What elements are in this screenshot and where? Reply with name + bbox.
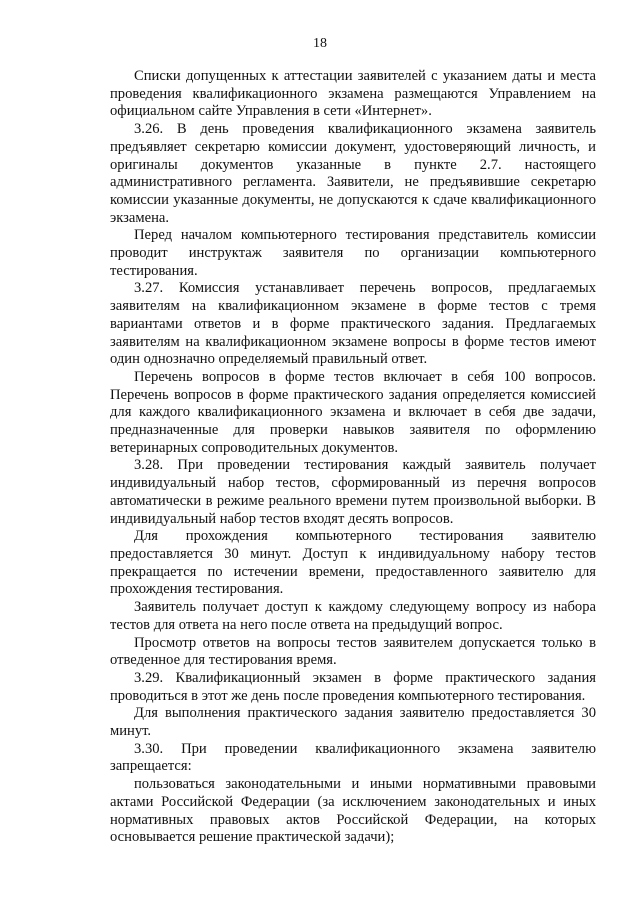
paragraph-3-26: 3.26. В день проведения квалификационного экзамена заявитель предъявляет секретарю комиссии документ, удостоверяющий личность, и оригиналы документов указанные в пункте 2.7. настоящего административного регламента. Заявители, не предъявившие секретарю комиссии указанные документы, не допускаются к сдаче квалификационного экзамена.: [110, 121, 596, 226]
paragraph-3-30: 3.30. При проведении квалификационного экзамена заявителю запрещается:: [110, 740, 596, 775]
paragraph-candidate-lists: Списки допущенных к аттестации заявителей с указанием даты и места проведения квалификационного экзамена размещаются Управлением на официальном сайте Управления в сети «Интернет».: [110, 68, 596, 120]
paragraph-next-question: Заявитель получает доступ к каждому следующему вопросу из набора тестов для ответа на него после ответа на предыдущий вопрос.: [110, 599, 596, 633]
paragraph-briefing: Перед началом компьютерного тестирования представитель комиссии проводит инструктаж заявителя по организации компьютерного тестирования.: [110, 227, 596, 279]
paragraph-3-28: 3.28. При проведении тестирования каждый заявитель получает индивидуальный набор тестов, сформированный из перечня вопросов автоматически в режиме реального времени путем произвольной выборки. В индивидуальный набор тестов входят десять вопросов.: [110, 457, 596, 527]
document-body: [110, 68, 596, 847]
paragraph-test-time: Для прохождения компьютерного тестирования заявителю предоставляется 30 минут. Доступ к индивидуальному набору тестов прекращается по истечении времени, предоставленного заявителю для прохождения тестирования.: [110, 528, 596, 598]
paragraph-3-27: 3.27. Комиссия устанавливает перечень вопросов, предлагаемых заявителям на квалификационном экзамене в форме тестов с тремя вариантами ответов и в форме практического задания. Предлагаемых заявителям на квалификационном экзамене вопросы в форме тестов имеют один однозначно определяемый правильный ответ.: [110, 280, 596, 368]
paragraph-prohibition-laws: пользоваться законодательными и иными нормативными правовыми актами Российской Федерации (за исключением законодательных и иных нормативных правовых актов Российской Федерации, на которых основывается решение практической задачи);: [110, 776, 596, 846]
paragraph-practical-time: Для выполнения практического задания заявителю предоставляется 30 минут.: [110, 705, 596, 740]
page-number: 18: [313, 36, 327, 51]
paragraph-3-29: 3.29. Квалификационный экзамен в форме практического задания проводиться в этот же день после проведения компьютерного тестирования.: [110, 669, 596, 704]
paragraph-question-list: Перечень вопросов в форме тестов включает в себя 100 вопросов. Перечень вопросов в форме практического задания определяется комиссией для каждого квалификационного экзамена и включает в себя две задачи, предназначенные для проверки навыков заявителя по оформлению ветеринарных сопроводительных документов.: [110, 368, 596, 456]
paragraph-review-answers: Просмотр ответов на вопросы тестов заявителем допускается только в отведенное для тестирования время.: [110, 634, 596, 669]
